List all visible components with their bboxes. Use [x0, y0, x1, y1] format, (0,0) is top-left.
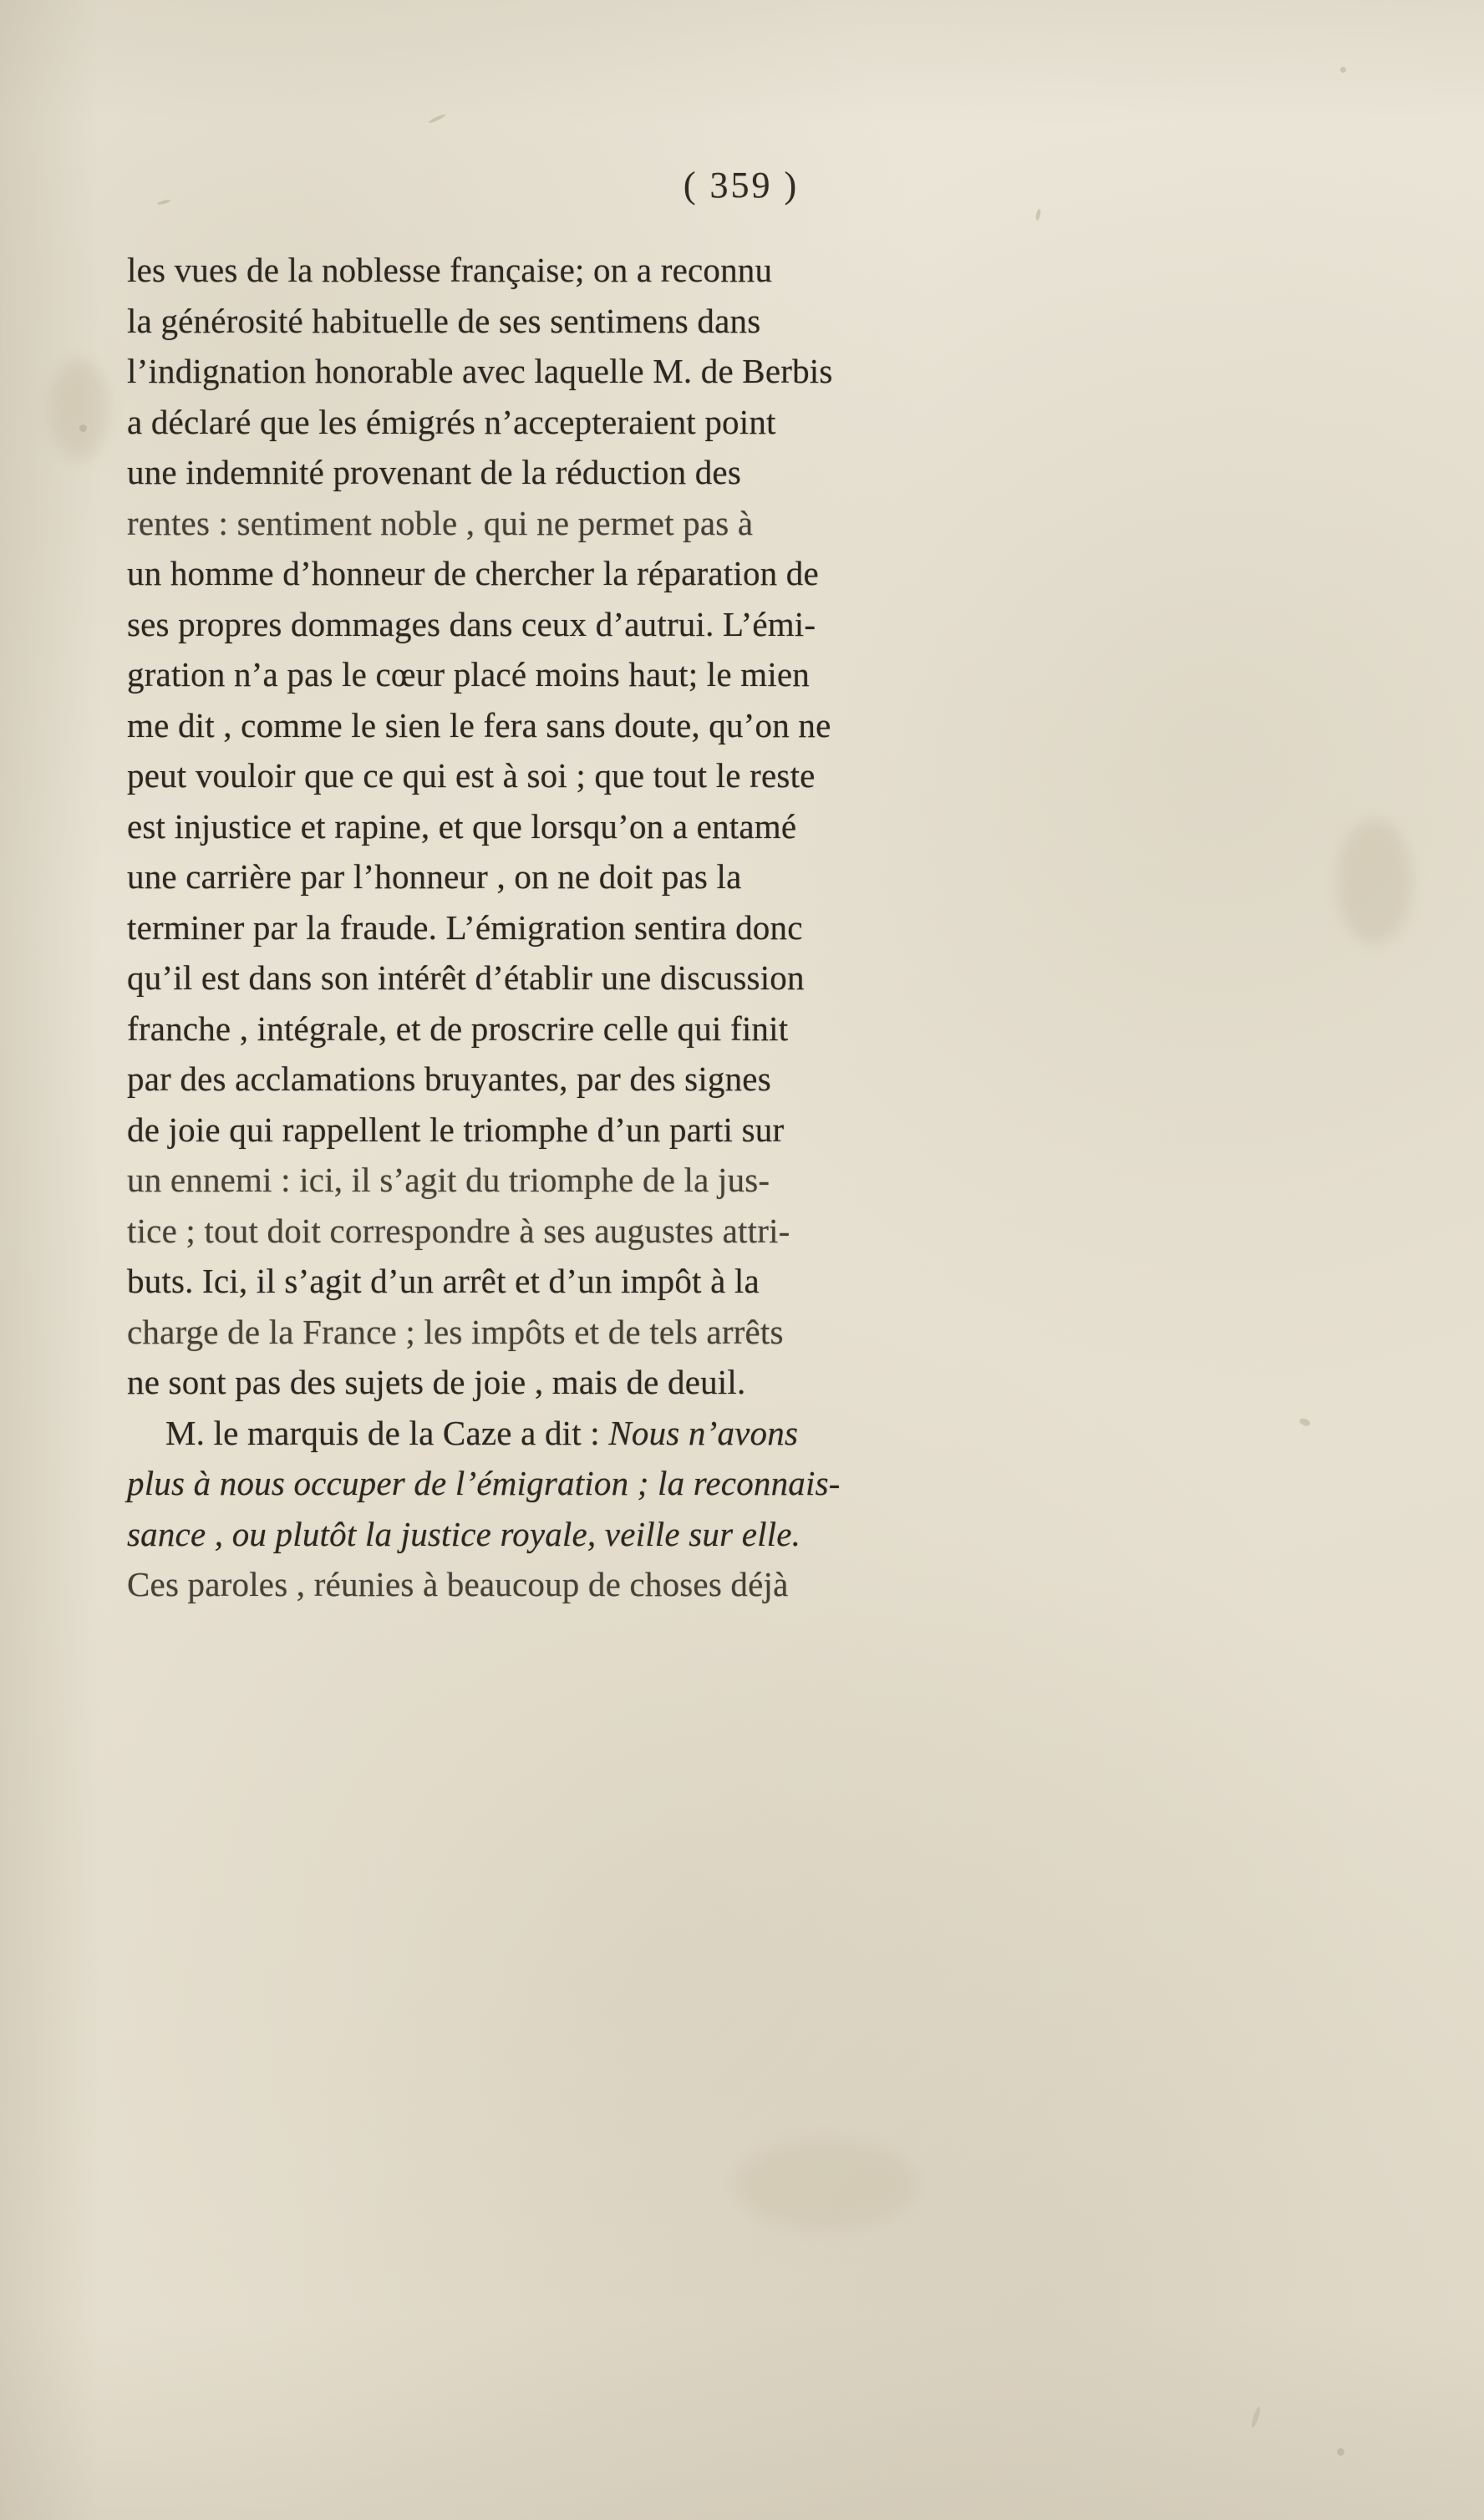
text-line: a déclaré que les émigrés n’accepteraient point: [127, 402, 776, 441]
paragraph-body: [127, 245, 1355, 1408]
text-line: peut vouloir que ce qui est à soi ; que tout le reste: [127, 756, 816, 795]
page-number: ( 359 ): [683, 165, 800, 206]
paragraph-quote: [127, 1408, 1355, 1610]
paper-top-shading: [0, 0, 1484, 125]
text-line: un homme d’honneur de chercher la réparation de: [127, 554, 819, 592]
text-line: buts. Ici, il s’agit d’un arrêt et d’un impôt à la: [127, 1262, 760, 1300]
text-line: de joie qui rappellent le triomphe d’un parti sur: [127, 1110, 785, 1149]
paper-stain: [50, 359, 109, 460]
text-line: me dit , comme le sien le fera sans doute, qu’on ne: [127, 705, 831, 744]
paper-stain: [735, 2139, 919, 2231]
text-line: la générosité habituelle de ses sentimens dans: [127, 301, 761, 340]
paper-speck: [1340, 67, 1346, 73]
text-line: terminer par la fraude. L’émigration sentira donc: [127, 907, 803, 947]
paper-left-shading: [0, 0, 100, 2520]
text-line: un ennemi : ici, il s’agit du triomphe de la jus-: [127, 1161, 770, 1199]
text-line: une indemnité provenant de la réduction des: [127, 453, 741, 491]
text-run-roman: M. le marquis de la Caze a dit :: [165, 1413, 609, 1452]
text-line: franche , intégrale, et de proscrire celle qui finit: [127, 1009, 789, 1048]
text-line: les vues de la noblesse française; on a reconnu: [127, 251, 773, 289]
paper-bottom-shading: [0, 2319, 1484, 2520]
text-line: une carrière par l’honneur , on ne doit pas la: [127, 857, 742, 896]
text-line: sance , ou plutôt la justice royale, veille sur elle.: [127, 1514, 801, 1553]
paper-speck: [1250, 2406, 1262, 2429]
text-line: charge de la France ; les impôts et de tels arrêts: [127, 1312, 784, 1351]
paper-speck: [1337, 2448, 1344, 2456]
text-line: par des acclamations bruyantes, par des signes: [127, 1059, 771, 1098]
page-text-block: [127, 164, 1355, 1610]
text-line: qu’il est dans son intérêt d’établir une discussion: [127, 958, 805, 997]
text-line: rentes : sentiment noble , qui ne permet pas à: [127, 503, 754, 542]
paper-speck: [428, 114, 446, 124]
text-line: [127, 1408, 1355, 1459]
text-line: est injustice et rapine, et que lorsqu’on a entamé: [127, 806, 797, 846]
text-line: tice ; tout doit correspondre à ses augustes attri-: [127, 1211, 790, 1250]
text-run-italic: Nous n’avons: [608, 1413, 799, 1452]
text-line: l’indignation honorable avec laquelle M. de Berbis: [127, 352, 833, 390]
text-line: gration n’a pas le cœur placé moins haut; le mien: [127, 655, 811, 694]
text-line: plus à nous occuper de l’émigration ; la reconnais-: [127, 1464, 841, 1502]
paper-speck: [79, 424, 87, 432]
text-line: ne sont pas des sujets de joie , mais de deuil.: [127, 1363, 746, 1401]
text-line: ses propres dommages dans ceux d’autrui. L’émi-: [127, 604, 816, 643]
text-line: Ces paroles , réunies à beaucoup de choses déjà: [127, 1565, 789, 1603]
